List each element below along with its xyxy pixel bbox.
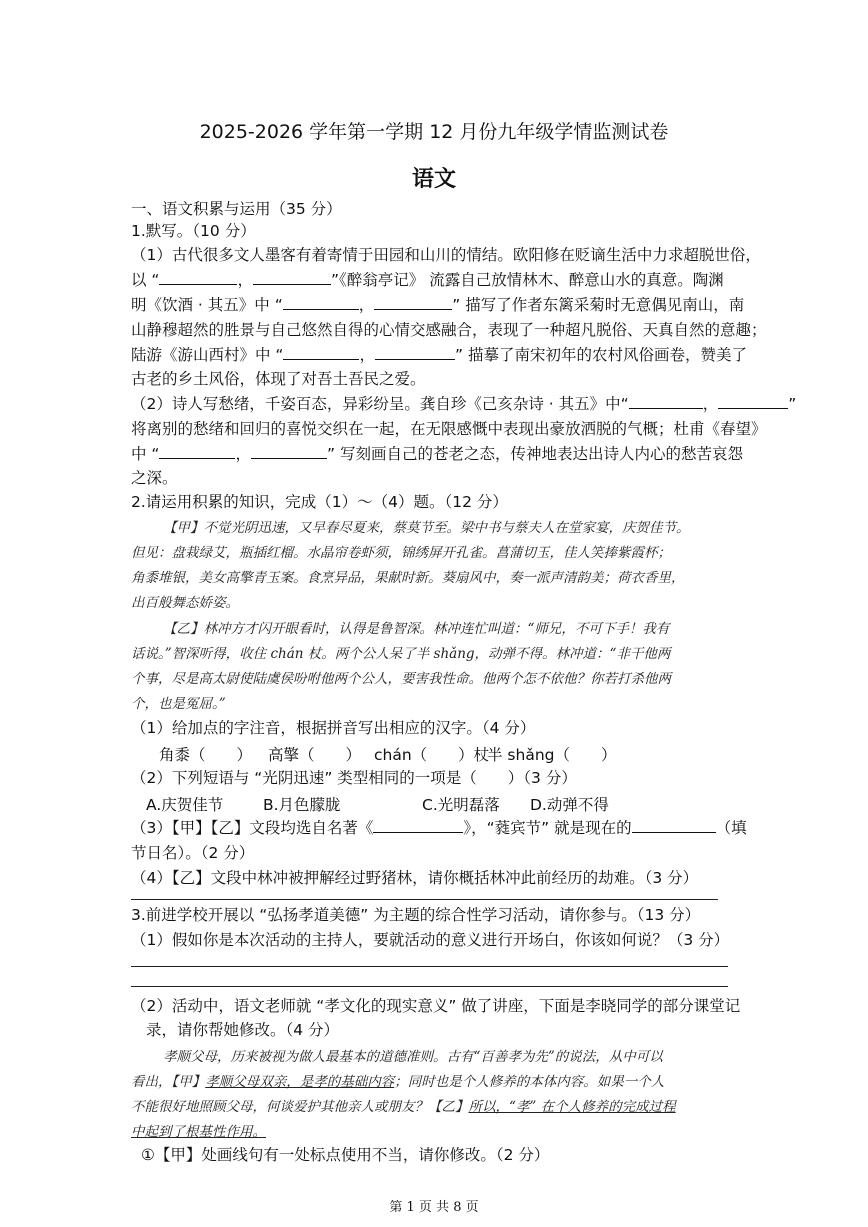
passage-jia-line1: 【甲】不觉光阴迅速，又早春尽夏来，蔡莫节至。梁中书与蔡夫人在堂家宴，庆贺佳节。 bbox=[163, 520, 690, 536]
option-b[interactable]: B.月色朦胧 bbox=[263, 796, 341, 814]
answer-line[interactable] bbox=[131, 986, 728, 987]
fill-blank[interactable] bbox=[718, 394, 788, 409]
answer-line[interactable] bbox=[131, 966, 728, 967]
record-line2: 看出，【甲】孝顺父母双亲，是孝的基础内容；同时也是个人修养的本体内容。如果一个人 bbox=[131, 1074, 665, 1090]
q2-sub4: （4）【乙】文段中林冲被押解经过野猪林，请你概括林冲此前经历的劫难。（3 分） bbox=[131, 869, 699, 887]
q1-p1-line6: 古老的乡土风俗，体现了对吾土吾民之爱。 bbox=[131, 370, 426, 388]
record-line3: 不能很好地照顾父母，何谈爱护其他亲人或朋友？【乙】所以，“孝” 在个人修养的完成过程 bbox=[131, 1099, 676, 1115]
q3-sub2-line1: （2）活动中，语文老师就 “孝文化的现实意义” 做了讲座，下面是李晓同学的部分课堂记 bbox=[131, 997, 741, 1015]
pinyin-item: chán（ ）杖 bbox=[374, 746, 490, 764]
passage-yi-line1: 【乙】林冲方才闪开眼看时，认得是鲁智深。林冲连忙叫道：“师兄，不可下手！我有 bbox=[163, 621, 670, 637]
q1-p2-line2: 将离别的愁绪和回归的喜悦交织在一起，在无限感慨中表现出豪放洒脱的气概；杜甫《春望》 bbox=[131, 420, 767, 438]
q3-title: 3.前进学校开展以 “弘扬孝道美德” 为主题的综合性学习活动，请你参与。（13 分） bbox=[131, 906, 701, 924]
q2-sub3-line1: （3）【甲】【乙】文段均选自名著《 》，“蕤宾节” 就是现在的 （填 bbox=[131, 819, 747, 837]
fill-blank[interactable] bbox=[374, 295, 452, 310]
q1-p1-line5: 陆游《游山西村》中 “ ， ” 描摹了南宋初年的农村风俗画卷，赞美了 bbox=[131, 346, 747, 364]
option-d[interactable]: D.动弹不得 bbox=[530, 796, 609, 814]
q3-sub2-line2: 录，请你帮她修改。（4 分） bbox=[146, 1021, 340, 1039]
q1-p2-line3: 中 “ ， ” 写刻画自己的苍老之态，传神地表达出诗人内心的愁苦哀怨 bbox=[131, 445, 743, 463]
fill-blank[interactable] bbox=[283, 345, 359, 360]
subject-title: 语文 bbox=[411, 167, 456, 192]
underlined-sentence-jia: 孝顺父母双亲，是孝的基础内容 bbox=[205, 1074, 395, 1090]
q1-p1-line1: （1）古代很多文人墨客有着寄情于田园和山川的情结。欧阳修在贬谪生活中力求超脱世俗， bbox=[131, 246, 761, 264]
passage-yi-line3: 个事，尽是高太尉使陆虞侯吩咐他两个公人，要害我性命。他两个怎不依他？你若打杀他两 bbox=[131, 671, 671, 687]
q3-sub2-item1: ①【甲】处画线句有一处标点使用不当，请你修改。（2 分） bbox=[141, 1146, 550, 1164]
q1-title: 1.默写。（10 分） bbox=[131, 222, 256, 240]
fill-blank[interactable] bbox=[253, 270, 331, 285]
q1-p1-line2: 以 “ ， ”《醉翁亭记》 流露自己放情林木、醉意山水的真意。陶渊 bbox=[131, 271, 724, 289]
q2-sub2: （2）下列短语与 “光阴迅速” 类型相同的一项是（ ）（3 分） bbox=[131, 769, 577, 787]
q2-sub3-line2: 节日名）。（2 分） bbox=[131, 844, 255, 862]
q1-p2-line4: 之深。 bbox=[131, 469, 178, 487]
q2-sub1: （1）给加点的字注音，根据拼音写出相应的汉字。（4 分） bbox=[131, 719, 536, 737]
pinyin-item: 高擎（ ） bbox=[268, 746, 362, 764]
option-c[interactable]: C.光明磊落 bbox=[422, 796, 500, 814]
passage-yi-line4: 个，也是冤屈。” bbox=[131, 696, 226, 712]
q1-p2-line1: （2）诗人写愁绪，千姿百态，异彩纷呈。龚自珍《己亥杂诗 · 其五》中“ ， ” bbox=[131, 395, 797, 413]
option-a[interactable]: A.庆贺佳节 bbox=[146, 796, 224, 814]
page-footer: 第 1 页 共 8 页 bbox=[389, 1200, 479, 1215]
q1-p1-line3: 明《饮酒 · 其五》中 “ ， ” 描写了作者东篱采菊时无意偶见南山，南 bbox=[131, 296, 745, 314]
passage-yi-line2: 话说。”智深听得，收住 chán 杖。两个公人呆了半 shǎng，动弹不得。林冲道：“非干他两 bbox=[131, 646, 671, 662]
fill-blank[interactable] bbox=[251, 444, 327, 459]
record-line4 bbox=[131, 1120, 737, 1145]
pinyin-item: 角黍（ ） bbox=[159, 746, 253, 764]
pinyin-item: 半 shǎng（ ） bbox=[487, 746, 617, 764]
fill-blank[interactable] bbox=[373, 818, 463, 833]
record-line1: 孝顺父母，历来被视为做人最基本的道德准则。古有“百善孝为先”的说法，从中可以 bbox=[163, 1049, 663, 1065]
section-heading: 一、语文积累与运用（35 分） bbox=[131, 200, 342, 218]
q2-title: 2.请运用积累的知识，完成（1）～（4）题。（12 分） bbox=[131, 493, 508, 511]
fill-blank[interactable] bbox=[375, 345, 455, 360]
page-title: 2025-2026 学年第一学期 12 月份九年级学情监测试卷 bbox=[199, 121, 669, 143]
fill-blank[interactable] bbox=[159, 444, 235, 459]
fill-blank[interactable] bbox=[632, 818, 716, 833]
q1-p1-line4: 山静穆超然的胜景与自己悠然自得的心情交感融合，表现了一种超凡脱俗、天真自然的意趣； bbox=[131, 321, 767, 339]
q3-sub1: （1）假如你是本次活动的主持人，要就活动的意义进行开场白，你该如何说？（3 分） bbox=[131, 931, 730, 949]
underlined-sentence-yi: 所以，“孝” 在个人修养的完成过程 bbox=[468, 1099, 676, 1115]
fill-blank[interactable] bbox=[283, 295, 359, 310]
passage-jia-line4: 出百般舞态娇姿。 bbox=[131, 595, 239, 611]
fill-blank[interactable] bbox=[629, 394, 703, 409]
fill-blank[interactable] bbox=[159, 270, 237, 285]
underlined-sentence-yi-cont: 中起到了根基性作用。 bbox=[131, 1124, 266, 1140]
answer-line[interactable] bbox=[131, 899, 718, 900]
passage-jia-line2: 但见：盘栽绿艾，瓶插红榴。水晶帘卷虾须，锦绣屏开孔雀。菖蒲切玉，佳人笑捧紫霞杯； bbox=[131, 545, 671, 561]
passage-jia-line3: 角黍堆银，美女高擎青玉案。食烹异品，果献时新。葵扇风中，奏一派声清韵美；荷衣香里， bbox=[131, 570, 685, 586]
